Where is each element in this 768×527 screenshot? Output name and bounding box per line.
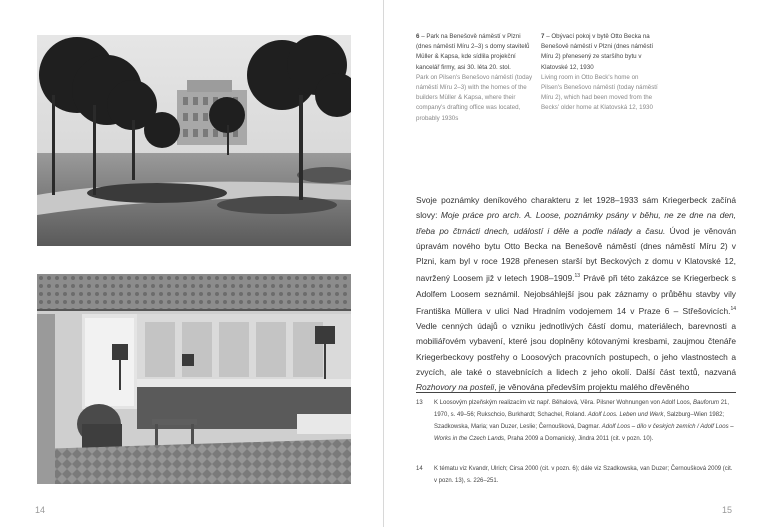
caption-7-cz: – Obývací pokoj v bytě Otto Becka na Benešově náměstí v Plzni (dnes náměstí Míru 2) přenesený ze staršího bytu v Klatovské 12, 1930	[541, 33, 654, 71]
body-italic-title: Rozhovory na posteli	[416, 382, 495, 393]
body-text-4: Vedle cenných údajů o vzniku jednotlivých částí domu, materiálech, barevnosti a mobiliářovém vybavení, které jsou doplněny kótovanými kresbami, zaujmou čtenáře Kriegerbeckovy postřehy o Loosových pracovních postupech, o jeho vlastnostech a zvycích, ale také o stavebnících a lidech z jeho okolí. Další část textů, nazvaná	[416, 320, 736, 377]
body-text-3: Právě při této zakázce se Kriegerbeck s Adolfem Loosem seznámil. Nejobsáhlejší jsou pak záznamy o průběhu stavby vily Františka Müllera v ulici Nad Hradním vodojemem 14 v Praze 6 – Střešovicích.	[416, 273, 736, 316]
caption-6-cz: – Park na Benešově náměstí v Plzni (dnes náměstí Míru 2–3) s domy stavitelů Müller & Kapsa, kde sídlila projekční kancelář firmy, asi 30. léta 20. stol.	[416, 33, 530, 71]
footnote-14	[416, 463, 736, 487]
body-text-5: , je věnována především projektu malého dřevěného	[494, 382, 690, 393]
living-room-photo	[37, 274, 351, 484]
footnote-14-text: K tématu viz Kvandr, Ulrich; Cirsa 2000 (cit. v pozn. 6); dále viz Szadkowska, van Duzer; Černoušková 2009 (cit. v pozn. 13), s. 226–251.	[434, 466, 733, 484]
body-quote: Moje práce pro arch. A. Loose, poznámky psány v běhu, ne ze dne na den, třeba po čtrnácti dnech, událostí i děle a podle nálady a času.	[416, 210, 736, 236]
body-paragraph	[416, 193, 736, 395]
footnote-13-text: K Loosovým plzeňským realizacím viz např. Běhalová, Věra. Pilsner Wohnungen von Adolf Loos, Bauforum 21, 1970, s. 49–56; Rukschcio, Burkhardt; Schachel, Roland. Adolf Loos. Leben und Werk, Salzburg–Wien 1982; Szadkowska, Maria; van Duzer, Leslie; Černoušková, Dagmar. Adolf Loos – dílo v českých zemích / Adolf Loos – Works in the Czech Lands, Praha 2009 a Domanický, Jindra 2011 (cit. v pozn. 10).	[434, 400, 734, 442]
page-number-left: 14	[35, 505, 46, 515]
body-text-1: Svoje poznámky deníkového charakteru z let 1928–1933 sám Kriegerbeck začíná slovy:	[416, 195, 736, 221]
caption-6	[416, 32, 534, 124]
body-text-2: Úvod je věnován úpravám nového bytu Otto Becka na Benešově náměstí (dnes náměstí Míru 2) v Plzni, kam byl v roce 1928 přenesen starší byt Beckových z domu v Klatovské 12, navržený Loosem již v letech 1908–1909.	[416, 225, 737, 284]
footnote-ref-14[interactable]: 14	[730, 305, 736, 312]
park-photo	[37, 35, 351, 246]
caption-7-en: Living room in Otto Beck's home on Pilsen's Benešovo náměstí (today náměstí Míru 2), which had been moved from the Becks' older home at Klatovská 12, 1930	[541, 73, 658, 112]
footnote-14-number: 14	[416, 466, 423, 472]
caption-7	[541, 32, 659, 114]
caption-6-number: 6	[416, 33, 420, 40]
caption-7-number: 7	[541, 33, 545, 40]
page-number-right: 15	[721, 505, 732, 515]
footnote-13	[416, 397, 736, 445]
caption-6-en: Park on Pilsen's Benešovo náměstí (today náměstí Míru 2–3) with the homes of the builders Müller & Kapsa, where their company's drafting office was located, probably 1930s	[416, 73, 533, 122]
right-page	[384, 0, 768, 527]
footnote-rule	[416, 392, 736, 393]
footnote-13-number: 13	[416, 400, 423, 406]
footnote-ref-13[interactable]: 13	[574, 273, 581, 280]
